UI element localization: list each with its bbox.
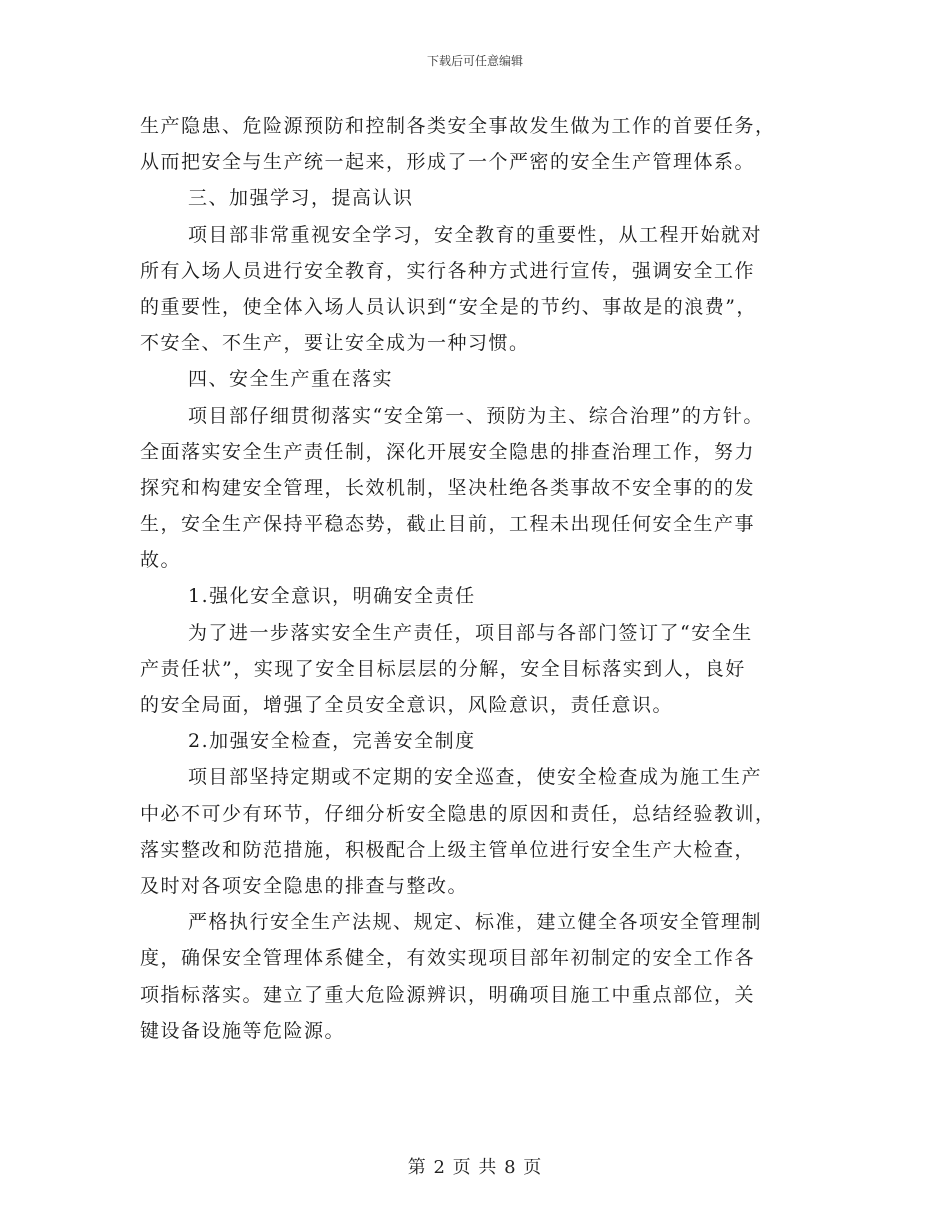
text-line: 严格执行安全生产法规、规定、标准，建立健全各项安全管理制 bbox=[188, 911, 763, 934]
text-line: 的安全局面，增强了全员安全意识，风险意识，责任意识。 bbox=[140, 694, 674, 716]
text-line: 全面落实安全生产责任制，深化开展安全隐患的排查治理工作，努力 bbox=[140, 440, 756, 463]
text-line: 的重要性，使全体入场人员认识到“安全是的节约、事故是的浪费”， bbox=[140, 295, 757, 318]
text-line: 键设备设施等危险源。 bbox=[140, 1019, 346, 1042]
text-line: 三、加强学习，提高认识 bbox=[188, 187, 414, 210]
text-line: 1.强化安全意识，明确安全责任 bbox=[188, 585, 476, 608]
text-line: 所有入场人员进行安全教育，实行各种方式进行宣传，强调安全工作 bbox=[140, 259, 756, 282]
text-line: 2.加强安全检查，完善安全制度 bbox=[188, 730, 476, 753]
text-line: 不安全、不生产，要让安全成为一种习惯。 bbox=[140, 332, 530, 355]
text-line: 中必不可少有环节，仔细分析安全隐患的原因和责任，总结经验教训， bbox=[140, 802, 776, 825]
text-line: 项目部坚持定期或不定期的安全巡查，使安全检查成为施工生产 bbox=[188, 766, 763, 789]
page-header-note: 下载后可任意编辑 bbox=[426, 54, 523, 68]
text-line: 度，确保安全管理体系健全，有效实现项目部年初制定的安全工作各 bbox=[140, 947, 756, 970]
text-line: 生，安全生产保持平稳态势，截止目前，工程未出现任何安全生产事 bbox=[140, 513, 756, 536]
text-line: 落实整改和防范措施，积极配合上级主管单位进行安全生产大检查， bbox=[140, 838, 756, 861]
text-line: 探究和构建安全管理，长效机制，坚决杜绝各类事故不安全事的的发 bbox=[140, 476, 756, 499]
text-line: 及时对各项安全隐患的排查与整改。 bbox=[140, 874, 469, 897]
text-line: 从而把安全与生产统一起来，形成了一个严密的安全生产管理体系。 bbox=[140, 151, 756, 174]
text-line: 故。 bbox=[140, 549, 182, 572]
text-line: 四、安全生产重在落实 bbox=[188, 368, 394, 391]
text-line: 项目部仔细贯彻落实“安全第一、预防为主、综合治理”的方针。 bbox=[188, 404, 764, 427]
text-line: 项指标落实。建立了重大危险源辨识，明确项目施工中重点部位，关 bbox=[140, 983, 756, 1006]
text-line: 项目部非常重视安全学习，安全教育的重要性，从工程开始就对 bbox=[188, 223, 763, 246]
text-line: 生产隐患、危险源预防和控制各类安全事故发生做为工作的首要任务， bbox=[140, 115, 776, 137]
page-number: 第 2 页 共 8 页 bbox=[407, 1157, 543, 1178]
text-line: 为了进一步落实安全生产责任，项目部与各部门签订了“安全生 bbox=[188, 621, 753, 644]
text-line: 产责任状”，实现了安全目标层层的分解，安全目标落实到人，良好 bbox=[140, 657, 746, 680]
document-body bbox=[140, 108, 830, 1049]
